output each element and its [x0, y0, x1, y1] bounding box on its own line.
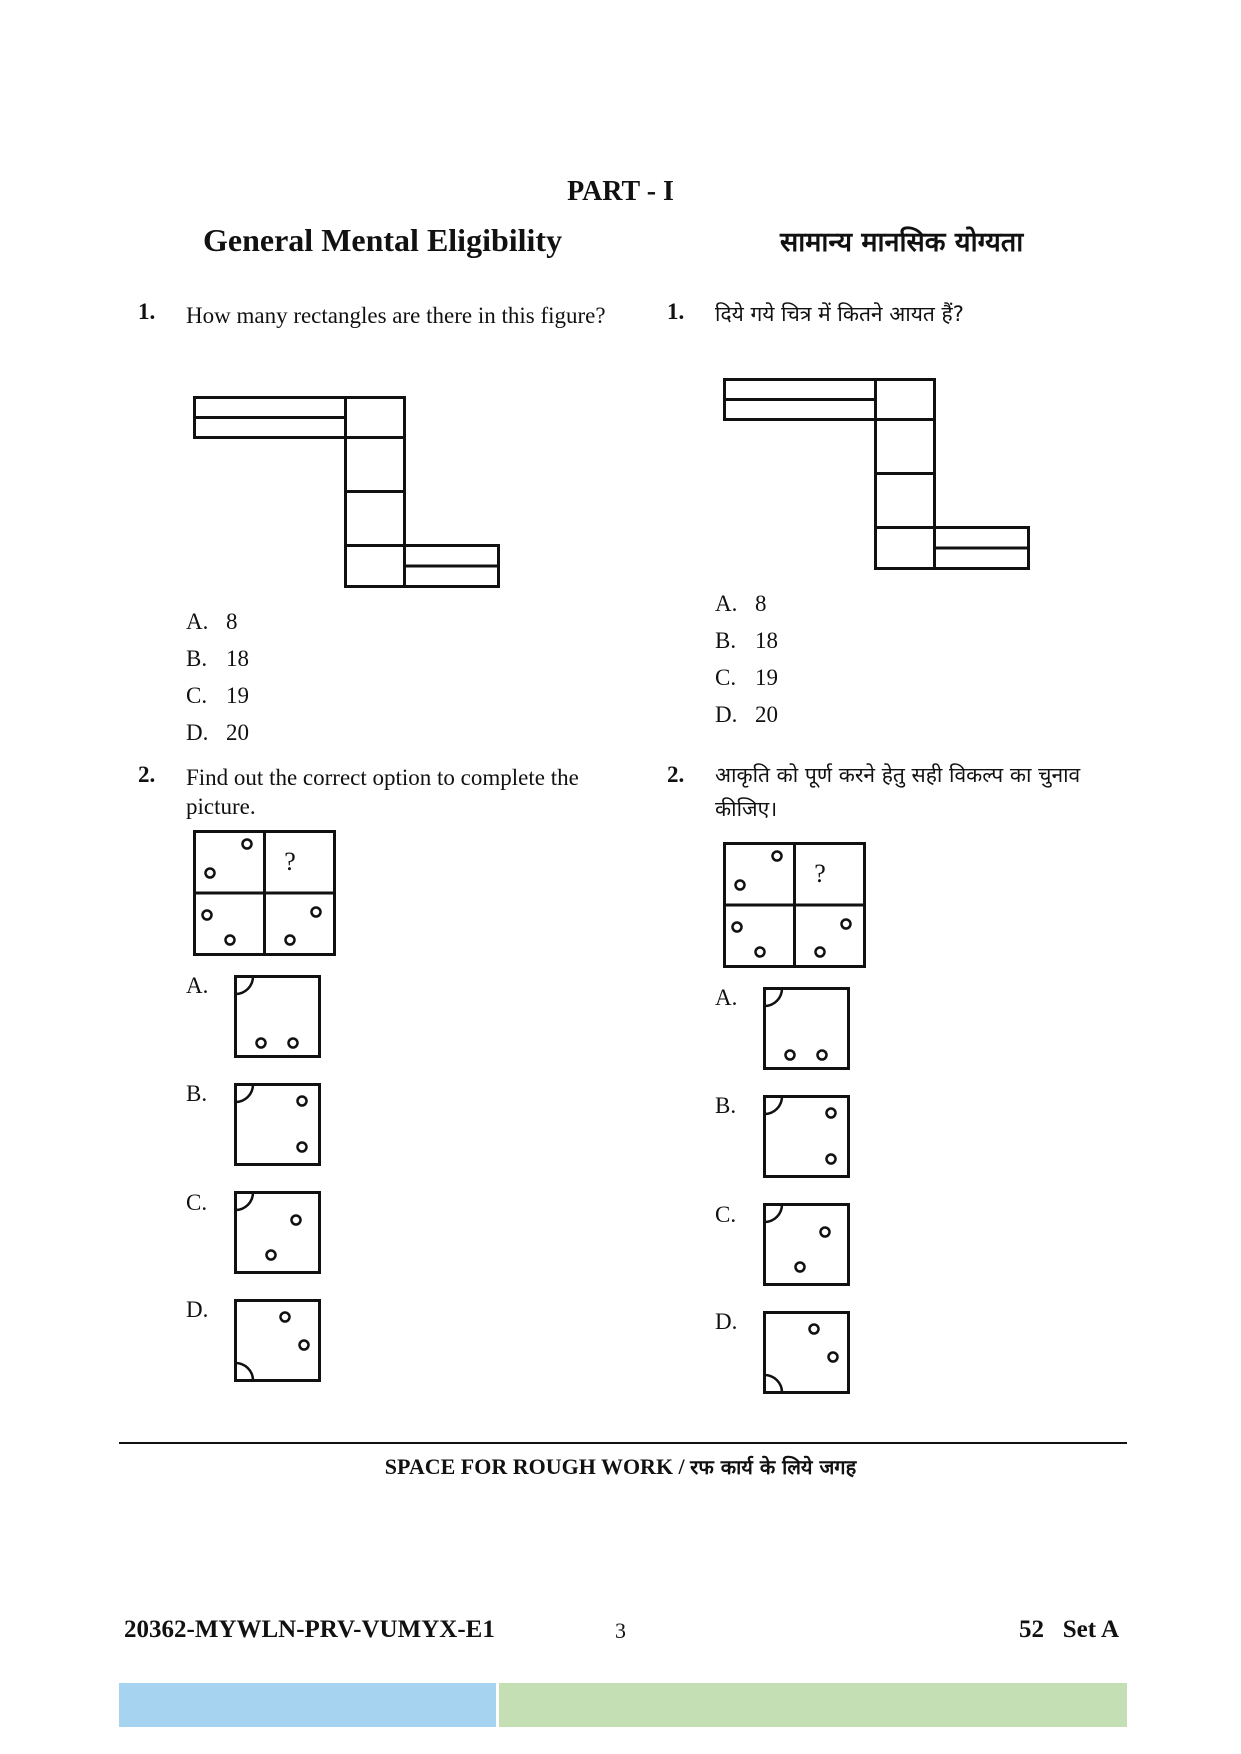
q2-option-d-label-hi[interactable]: D. — [715, 1309, 738, 1334]
q1-text-en: How many rectangles are there in this figure? — [186, 303, 606, 328]
q2-option-b-label-hi[interactable]: B. — [715, 1093, 737, 1118]
question-mark: ? — [814, 859, 826, 888]
q1-option-a-en[interactable] — [186, 603, 249, 640]
footer-bar-blue — [119, 1683, 496, 1727]
q1-option-a-hi[interactable] — [715, 585, 778, 622]
option-value: 20 — [226, 720, 249, 745]
q1-text-hi: दिये गये चित्र में कितने आयत हैं? — [715, 302, 964, 326]
q2-option-b-label-en[interactable]: B. — [186, 1081, 208, 1106]
q2-option-c-label-hi[interactable]: C. — [715, 1202, 737, 1227]
option-value: 19 — [226, 683, 249, 708]
q1-option-d-en[interactable] — [186, 714, 249, 751]
rough-work-hi: रफ कार्य के लिये जगह — [690, 1455, 857, 1479]
q2-puzzle-figure-en — [193, 830, 338, 957]
option-value: 18 — [226, 646, 249, 671]
q2-option-b-figure-hi[interactable] — [763, 1095, 851, 1179]
rough-work-label — [0, 1453, 1241, 1480]
q1-options-hi — [715, 585, 778, 733]
q1-option-c-en[interactable] — [186, 677, 249, 714]
q2-option-a-figure-en[interactable] — [234, 975, 322, 1059]
q2-option-a-figure-hi[interactable] — [763, 987, 851, 1071]
q2-option-d-figure-hi[interactable] — [763, 1311, 851, 1395]
q2-option-a-label-en[interactable]: A. — [186, 973, 209, 998]
divider-line — [119, 1442, 1127, 1444]
q1-number-en: 1. — [138, 299, 156, 324]
option-value: 20 — [755, 702, 778, 727]
option-value: 19 — [755, 665, 778, 690]
option-letter: B. — [715, 628, 737, 653]
q2-text-hi: आकृति को पूर्ण करने हेतु सही विकल्प का चुनाव कीजिए। — [715, 763, 1081, 821]
option-value: 18 — [755, 628, 778, 653]
q2-number-hi: 2. — [667, 762, 685, 787]
q1-option-b-en[interactable] — [186, 640, 249, 677]
q2-option-d-label-en[interactable]: D. — [186, 1297, 209, 1322]
question-mark: ? — [284, 847, 296, 876]
q2-text-en: Find out the correct option to complete the picture. — [186, 765, 579, 819]
option-letter: D. — [715, 702, 738, 727]
option-letter: C. — [186, 683, 208, 708]
q1-option-b-hi[interactable] — [715, 622, 778, 659]
option-value: 8 — [755, 591, 767, 616]
q2-option-b-figure-en[interactable] — [234, 1083, 322, 1167]
option-letter: C. — [715, 665, 737, 690]
option-letter: B. — [186, 646, 208, 671]
q2-number-en: 2. — [138, 762, 156, 787]
booklet-code: 20362-MYWLN-PRV-VUMYX-E1 — [124, 1616, 495, 1643]
q2-puzzle-figure-hi — [723, 842, 868, 969]
section-title-en: General Mental Eligibility — [203, 222, 563, 258]
set-label: 52 Set A — [1019, 1616, 1119, 1643]
option-letter: A. — [186, 609, 209, 634]
q1-option-d-hi[interactable] — [715, 696, 778, 733]
footer-bar-green — [499, 1683, 1127, 1727]
q1-number-hi: 1. — [667, 299, 685, 324]
q2-option-c-figure-hi[interactable] — [763, 1203, 851, 1287]
page-number: 3 — [615, 1618, 626, 1643]
q1-figure-hi — [723, 378, 1028, 573]
q1-option-c-hi[interactable] — [715, 659, 778, 696]
q2-option-c-figure-en[interactable] — [234, 1191, 322, 1275]
q2-option-c-label-en[interactable]: C. — [186, 1190, 208, 1215]
q1-options-en — [186, 603, 249, 751]
rough-work-en: SPACE FOR ROUGH WORK / — [384, 1454, 691, 1479]
q2-option-d-figure-en[interactable] — [234, 1299, 322, 1383]
option-letter: D. — [186, 720, 209, 745]
option-value: 8 — [226, 609, 238, 634]
q1-figure-en — [193, 396, 498, 591]
q2-option-a-label-hi[interactable]: A. — [715, 985, 738, 1010]
section-title-hi: सामान्य मानसिक योग्यता — [780, 227, 1024, 258]
option-letter: A. — [715, 591, 738, 616]
part-heading: PART - I — [567, 176, 674, 207]
